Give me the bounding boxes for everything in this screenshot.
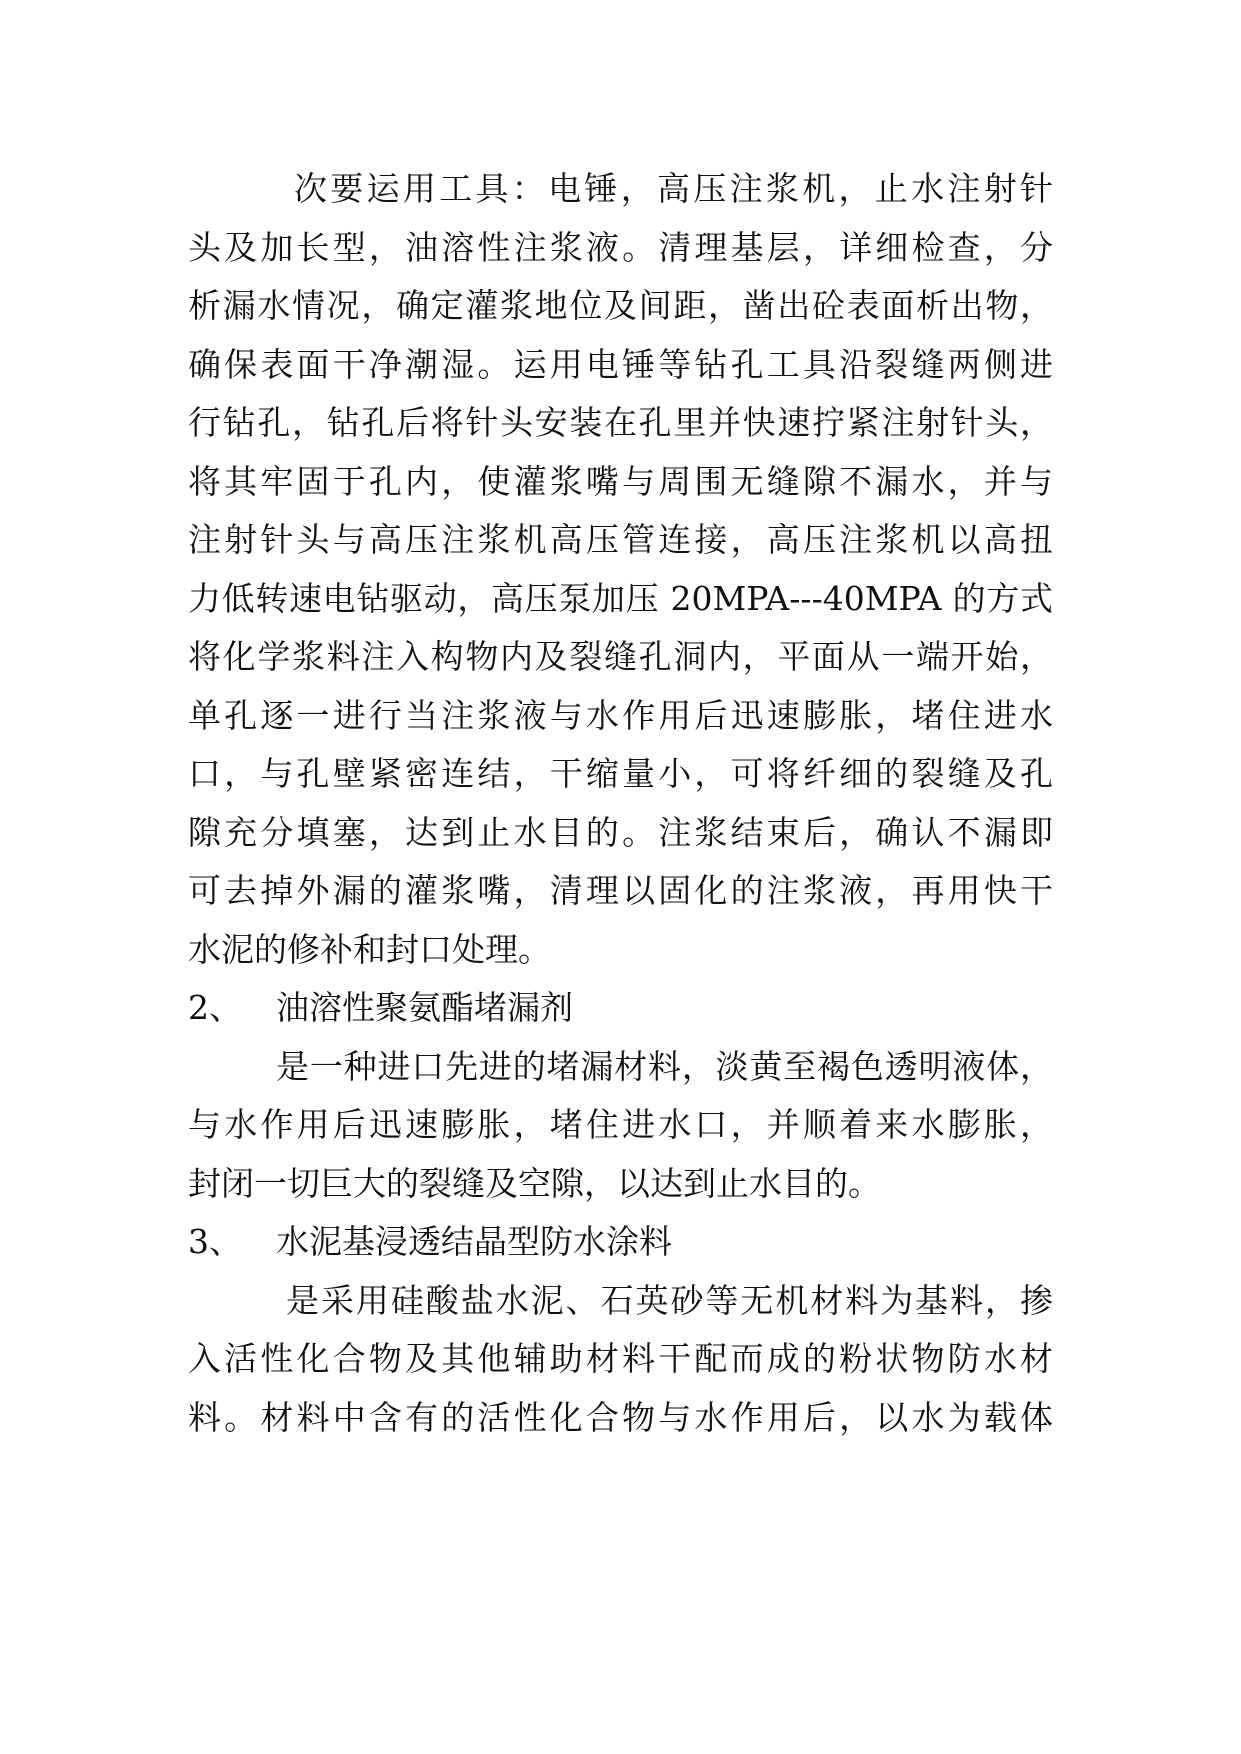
text-line: 次要运用工具：电锤，高压注浆机，止水注射针 bbox=[294, 169, 1053, 208]
text-line: 入活性化合物及其他辅助材料干配而成的粉状物防水材 bbox=[188, 1339, 1053, 1378]
section-heading-2 bbox=[188, 979, 1053, 1038]
section-title: 油溶性聚氨酯堵漏剂 bbox=[276, 988, 573, 1027]
text-line: 析漏水情况，确定灌浆地位及间距，凿出砼表面析出物， bbox=[188, 286, 1053, 325]
section-number: 2、 bbox=[188, 988, 242, 1027]
text-line: 口，与孔壁紧密连结，干缩量小，可将纤细的裂缝及孔 bbox=[188, 754, 1053, 793]
text-line: 注射针头与高压注浆机高压管连接，高压注浆机以高扭 bbox=[188, 520, 1053, 559]
section-title: 水泥基浸透结晶型防水涂料 bbox=[276, 1222, 672, 1261]
text-line: 确保表面干净潮湿。运用电锤等钻孔工具沿裂缝两侧进 bbox=[188, 344, 1053, 384]
text-line: 封闭一切巨大的裂缝及空隙，以达到止水目的。 bbox=[188, 1163, 881, 1203]
text-line: 料。材料中含有的活性化合物与水作用后，以水为载体 bbox=[188, 1397, 1053, 1437]
text-line: 隙充分填塞，达到止水目的。注浆结束后，确认不漏即 bbox=[188, 812, 1053, 852]
paragraph-polyurethane bbox=[188, 1038, 1053, 1214]
text-line: 头及加长型，油溶性注浆液。清理基层，详细检查，分 bbox=[188, 227, 1053, 267]
section-number: 3、 bbox=[188, 1222, 242, 1261]
text-line: 与水作用后迅速膨胀，堵住进水口，并顺着来水膨胀， bbox=[188, 1105, 1053, 1144]
text-line: 水泥的修补和封口处理。 bbox=[188, 929, 551, 969]
text-line: 力低转速电钻驱动，高压泵加压 20MPA---40MPA 的方式 bbox=[188, 578, 1053, 618]
text-line: 将其牢固于孔内，使灌浆嘴与周围无缝隙不漏水，并与 bbox=[188, 461, 1053, 501]
paragraph-tools bbox=[188, 160, 1053, 979]
text-line: 是采用硅酸盐水泥、石英砂等无机材料为基料，掺 bbox=[286, 1280, 1053, 1320]
text-line: 单孔逐一进行当注浆液与水作用后迅速膨胀，堵住进水 bbox=[188, 695, 1053, 735]
section-heading-3 bbox=[188, 1213, 1053, 1272]
document-body bbox=[188, 160, 1053, 1447]
text-line: 是一种进口先进的堵漏材料，淡黄至褐色透明液体， bbox=[276, 1046, 1053, 1086]
text-line: 可去掉外漏的灌浆嘴，清理以固化的注浆液，再用快干 bbox=[188, 871, 1053, 910]
text-line: 将化学浆料注入构物内及裂缝孔洞内，平面从一端开始， bbox=[188, 637, 1053, 676]
paragraph-crystalline-coating bbox=[188, 1272, 1053, 1448]
text-line: 行钻孔，钻孔后将针头安装在孔里并快速拧紧注射针头， bbox=[188, 403, 1053, 442]
